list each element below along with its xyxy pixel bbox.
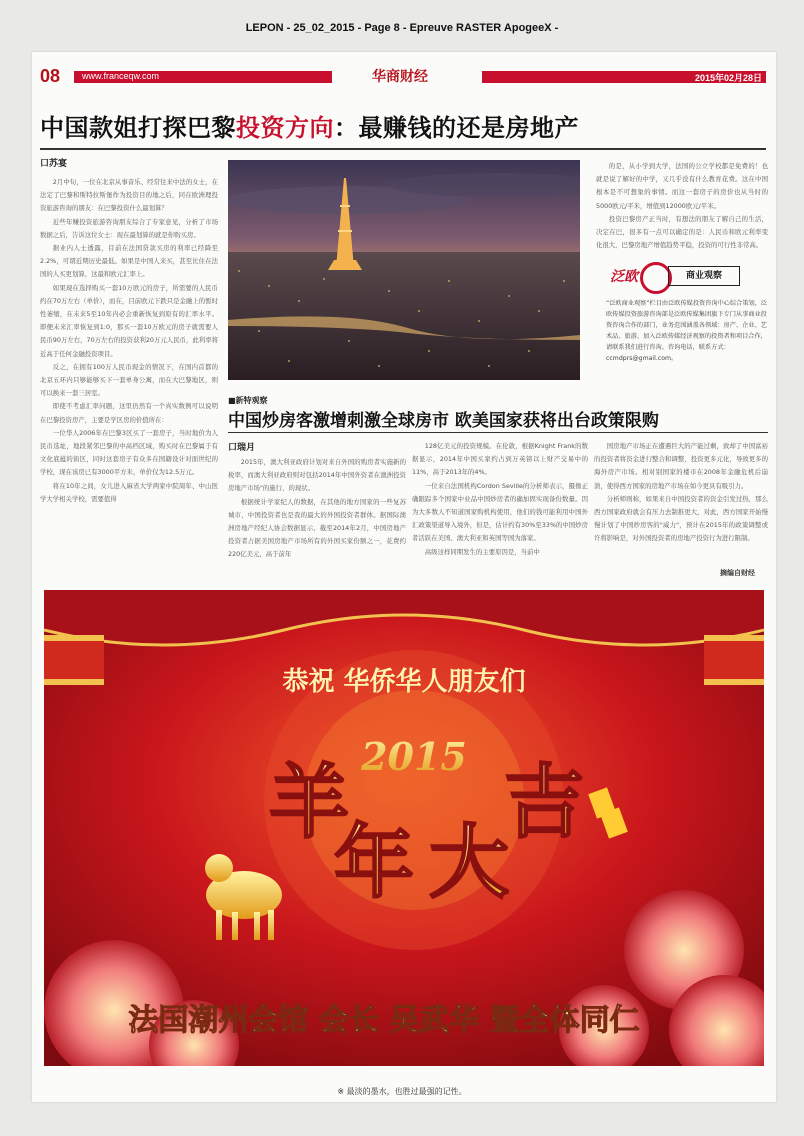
print-slug: LEPON - 25_02_2015 - Page 8 - Epreuve RASTER ApogeeX - — [245, 22, 559, 34]
headline-part-1: 中国款姐打探巴黎 — [40, 114, 236, 142]
headline-part-2: 投资方向 — [236, 114, 334, 142]
article1-byline: 口苏宴 — [40, 159, 68, 169]
paragraph: 反之，在拥有100万人民币现金的情况下，在国内首都的北京五环内只够能够买下一套单身公寓，而在大巴黎地区，则可以换来一套三居室。 — [40, 362, 218, 398]
ad-char-4: 吉 — [504, 756, 584, 849]
ad-char-3: 大 — [429, 816, 509, 909]
article2-column-3 — [594, 440, 768, 568]
article1-column-4 — [596, 160, 768, 256]
main-headline — [40, 108, 770, 143]
article1-column-1 — [40, 176, 218, 578]
page-number: 08 — [40, 66, 61, 86]
ad-char-1: 羊 — [269, 756, 349, 849]
right-ornament — [704, 635, 764, 685]
paragraph: 2月中旬，一位在北京从事音乐、经常往来中法的女士，在法定了巴黎和斯特拉斯堡作为投资目的地之后，同在欧洲理投资旅游咨询的朋友：在巴黎投资什么最划算？ — [40, 178, 218, 213]
paragraph: 如果现在选择购买一套10万欧元的房子，所需要的人民币约在70万左右（单价），而在，目前欧元下跌只是金融上的暂时性萎缩，在未来5至10年内必会重新恢复到原有的汇率水平。即便未来汇率恢复到1:0，那买一套10万欧元的房子就需要人民币90万左右，70万左右的投资获利20万元人民币，此利率将近高于任何金融投资项目。 — [40, 283, 218, 358]
left-ornament — [44, 635, 104, 685]
headline-part-3: ：最赚钱的还是房地产 — [334, 114, 579, 142]
ad-year: 2015 — [361, 734, 467, 779]
article2-byline: 口瑞月 — [228, 443, 256, 453]
pan-europe-logo-text: 泛欧 — [610, 269, 638, 285]
paris-photo — [228, 160, 580, 380]
paragraph: 的是，从小学到大学，法国的公立学校都是免费的！也就是说了解好的中学，又几乎没有什么教育花费。这在中国根本是不可想象的事情。而这一套房子的房价也从当时的5000欧元/平米，增值到12000欧元/平米。 — [596, 162, 768, 210]
issue-date: 2015年02月28日 — [694, 73, 762, 83]
paragraph: 近些年赚投资旅游咨询朋友综合了专家意见，分析了市场数据之后，告诉这位女士：现在最划算的就是你购买房。 — [40, 217, 218, 239]
paragraph: 即使不考虑汇率问题，这里仍然有一个真实数例可以说明在巴黎投资房产，主要是学区房的价值所在： — [40, 402, 218, 424]
paragraph: 2015年，澳大利亚政府计划对来自外国的购房者实施新的税率，而澳大利亚政府则对包括2014年中国外资者在澳洲投资房地产市场"的施行、的现状。 — [228, 458, 406, 493]
article2-column-1 — [228, 456, 406, 580]
article2-title: 中国炒房客激增刺激全球房市 欧美国家获将出台政策限购 — [228, 411, 659, 431]
paragraph: 一位来自法国机构Cordon Seville的分析师表示，摄像正确跟踪多个国家中业品中国炒房者的确加固实现备份数量。因为大多数人不知道国家购机构使用，他们的钱可能利用中国外汇政策渠道导入境外，但是，估计约有30%至33%的中国炒房者活跃在美国、澳大利亚和英国等国为落家。 — [412, 481, 588, 543]
page-header — [40, 68, 766, 86]
headline-rule — [40, 148, 766, 150]
paragraph: 国房地产市场正在遭遇巨大的产能过剩，致却了中国富裕的投资者将资金进行整合和调整，投资更多元化，导致更多的海外房产市场。相对别国家的楼市在2008年金融危机后崩溃，使得西方国家的房地产市场在如今更具有吸引力。 — [594, 442, 768, 490]
paragraph: 投资巴黎房产正当时，有想法的朋友了解自己的生活，决定在巴，很多有一点可以确定的是：人民币和欧元利率变化很大，巴黎房地产增值趋势平稳，投资的可行性非常高。 — [596, 214, 768, 250]
paragraph: 根据统计学家纪人的数据，在其他的地方国家的一些复苏城市，中国投资者也是我的最大的外国投资者群体。据国际澳洲房地产经纪人协会数据显示，截至2014年2月，中国房地产投资者占据美国房地产市场所有的外国买家份额之一，花费约220亿美元，高于前年 — [228, 497, 406, 559]
business-observation-label: 商业观察 — [668, 266, 740, 286]
ad-greeting: 恭祝 华侨华人朋友们 — [282, 667, 526, 697]
article2-kicker: ■新特观察 — [228, 396, 268, 405]
paragraph: 据业内人士透露，目前在法国贷款买房的利率已经降至2.2%，可谓近期历史最低。如果是中国人来买，甚至比住在法国的人买更划算，这最和欧元汇率上。 — [40, 244, 218, 279]
paragraph: 分析师则称，如果来自中国投资者的资金引发过热，那么西方国家政府就会有压力去制推更大，对此，西方国家开始慢慢计划了中国炒房客的"威力"，预计在2015年的政策调整或许将影响是，对外国投资者的房地产投资行为进行限制。 — [594, 494, 768, 543]
new-year-advertisement — [44, 590, 764, 1066]
article2-column-2 — [412, 440, 588, 580]
section-title: 华商财经 — [372, 69, 428, 85]
paragraph: 一位华人2006年在巴黎3区买了一套房子，当时地价为人民币选址，地段紧邻巴黎的中高档区域，购买时在巴黎属于有文化底蕴的街区，同时这套房子有众多在国籍设计对面世纪的学校，现在该房已有3000平方米，单价仅为12.5万元。 — [40, 428, 218, 477]
ad-footer-line: 法国潮州会馆 会长 吴武华 暨全体同仁 — [128, 1003, 640, 1038]
article2-source: 摘编自财经 — [720, 569, 755, 577]
page-footer-quote: ※ 最淡的墨水，也胜过最强的记性。 — [337, 1087, 467, 1096]
paragraph: 高级这样同期发生的主要原因是，当前中 — [424, 547, 540, 556]
ad-char-2: 年 — [334, 816, 414, 909]
website-url: www.franceqw.com — [82, 71, 160, 81]
paragraph: 128亿美元的投资规模。在伦敦，根据Knight Frank的数据显示，2014年中国买家约占到万英镑以上财产交易中的11%，高于2013年的4%。 — [412, 442, 588, 477]
article2-rule — [228, 432, 768, 433]
column-note: “泛欧商业观察”栏目由泛欧传媒投资咨询中心综合策划，泛欧传媒投资旅游咨询部是泛欧传媒集团旗下专门从事商业投资咨询合作的部门，业务范围涵盖各领域：房产、企业、艺术品、旅游、加入泛欧传媒经济观察的投资者和项目合作，请联系我们进行咨询。咨询电话，联系方式：ccmdprs@gmail.com。 — [606, 300, 768, 362]
paragraph: 将在10年之间，女儿进入麻省大学两家中院周年、中山医学大学相关学校，需要值得 — [40, 481, 218, 503]
